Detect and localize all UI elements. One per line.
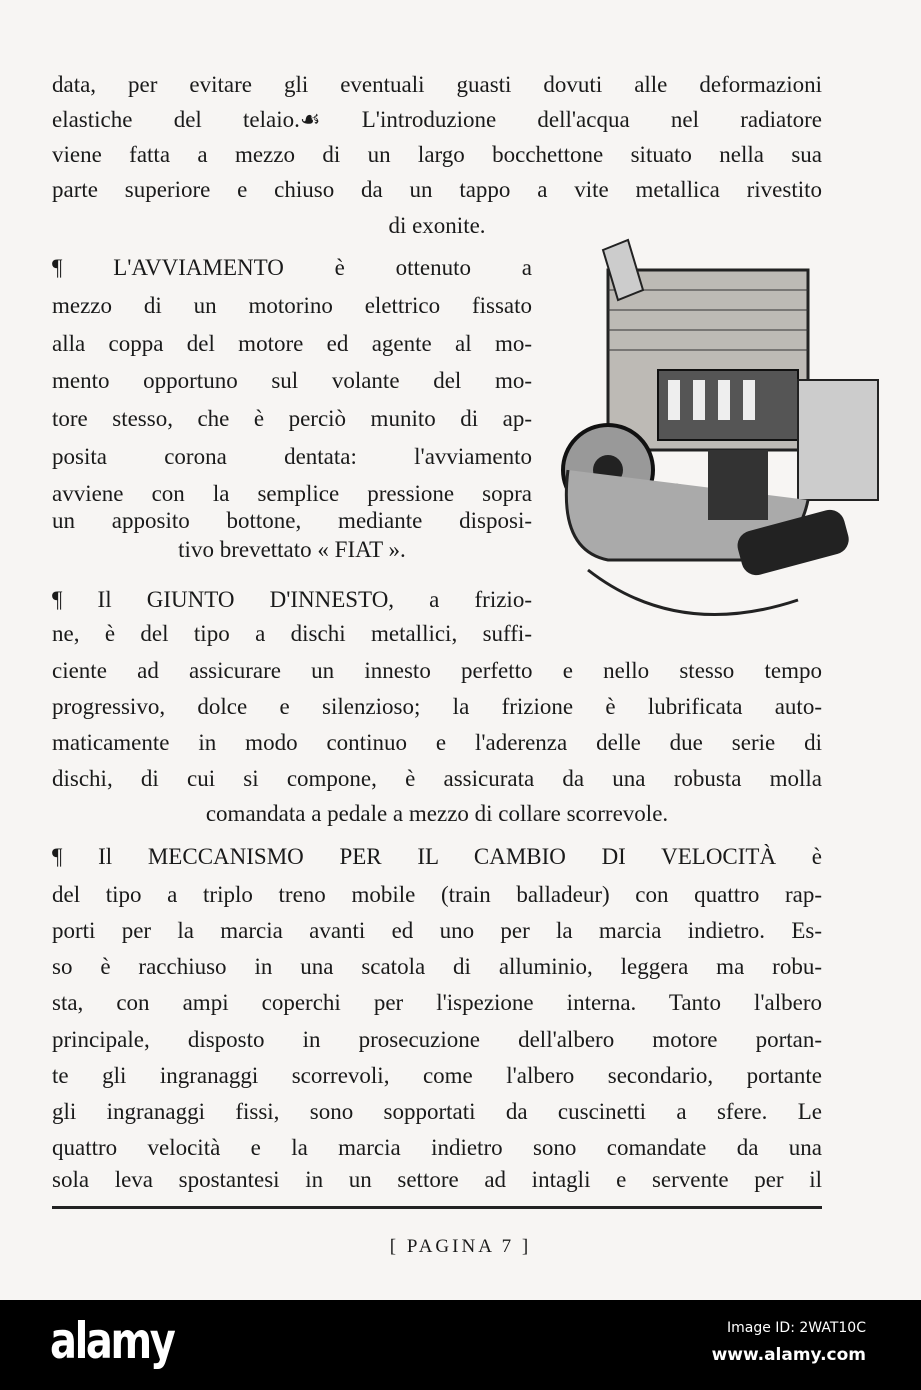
text-line: te gli ingranaggi scorrevoli, come l'albero secondario, portante <box>52 1063 822 1088</box>
section-heading-line: ¶ L'AVVIAMENTO è ottenuto a <box>52 255 532 280</box>
section-heading-line: ¶ Il GIUNTO D'INNESTO, a frizio- <box>52 587 532 612</box>
footer-divider <box>52 1206 822 1209</box>
text-line: alla coppa del motore ed agente al mo- <box>52 331 532 356</box>
image-id: Image ID: 2WAT10C <box>727 1320 866 1336</box>
watermark-banner <box>0 1300 921 1390</box>
text-line: ciente ad assicurare un innesto perfetto e nello stesso tempo <box>52 658 822 683</box>
text-line: principale, disposto in prosecuzione dell'albero motore portan- <box>52 1027 822 1052</box>
engine-illustration <box>548 230 888 635</box>
watermark-url: www.alamy.com <box>711 1345 866 1365</box>
text-line: progressivo, dolce e silenzioso; la frizione è lubrificata auto- <box>52 694 822 719</box>
text-line: elastiche del telaio.☙ L'introduzione dell'acqua nel radiatore <box>52 107 822 132</box>
text-line: gli ingranaggi fissi, sono sopportati da cuscinetti a sfere. Le <box>52 1099 822 1124</box>
text-line: avviene con la semplice pressione sopra <box>52 481 532 506</box>
text-line: del tipo a triplo treno mobile (train balladeur) con quattro rap- <box>52 882 822 907</box>
text-line: porti per la marcia avanti ed uno per la marcia indietro. Es- <box>52 918 822 943</box>
section-heading-line: ¶ Il MECCANISMO PER IL CAMBIO DI VELOCITÀ è <box>52 844 822 869</box>
text-line: comandata a pedale a mezzo di collare scorrevole. <box>205 801 669 826</box>
text-line: un apposito bottone, mediante disposi- <box>52 508 532 533</box>
alamy-logo: alamy <box>50 1312 174 1370</box>
text-line: maticamente in modo continuo e l'aderenza delle due serie di <box>52 730 822 755</box>
text-line: di exonite. <box>388 213 486 238</box>
text-line: so è racchiuso in una scatola di alluminio, leggera ma robu- <box>52 954 822 979</box>
text-line: posita corona dentata: l'avviamento <box>52 444 532 469</box>
text-line: parte superiore e chiuso da un tappo a vite metallica rivestito <box>52 177 822 202</box>
page-number: [ PAGINA 7 ] <box>389 1236 532 1257</box>
text-line: data, per evitare gli eventuali guasti dovuti alle deformazioni <box>52 72 822 97</box>
text-line: tivo brevettato « FIAT ». <box>178 537 406 562</box>
text-line: ne, è del tipo a dischi metallici, suffi- <box>52 621 532 646</box>
text-line: mento opportuno sul volante del mo- <box>52 368 532 393</box>
text-line: viene fatta a mezzo di un largo bocchettone situato nella sua <box>52 142 822 167</box>
text-line: sta, con ampi coperchi per l'ispezione interna. Tanto l'albero <box>52 990 822 1015</box>
text-line: sola leva spostantesi in un settore ad intagli e servente per il <box>52 1167 822 1192</box>
text-line: mezzo di un motorino elettrico fissato <box>52 293 532 318</box>
text-line: quattro velocità e la marcia indietro sono comandate da una <box>52 1135 822 1160</box>
text-line: tore stesso, che è perciò munito di ap- <box>52 406 532 431</box>
text-line: dischi, di cui si compone, è assicurata da una robusta molla <box>52 766 822 791</box>
